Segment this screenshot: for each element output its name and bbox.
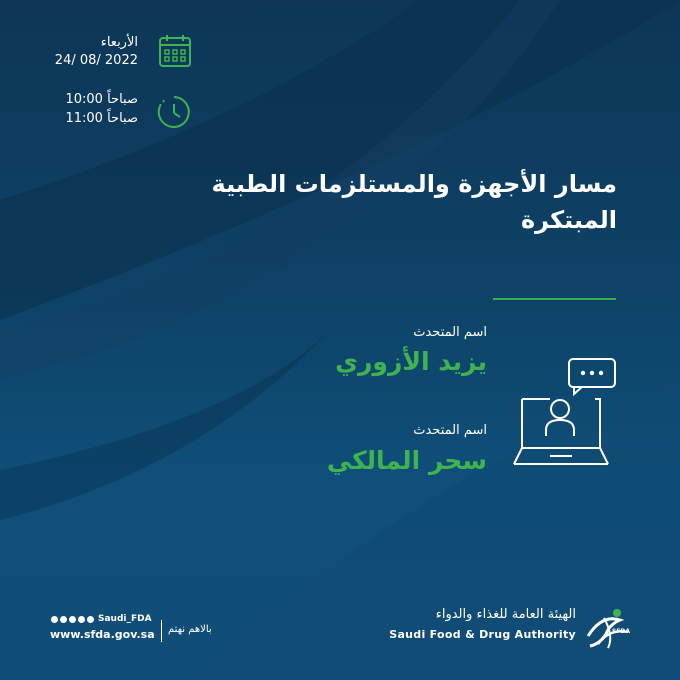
clock-icon [156,94,192,130]
presenter-laptop-icon [512,356,616,468]
social-handle[interactable]: Saudi_FDA [98,614,152,624]
instagram-icon[interactable] [60,616,67,623]
time-end: 11:00 صباحاً [65,111,138,126]
speaker-2-label: اسم المتحدث [413,423,487,438]
time-start: 10:00 صباحاً [65,92,138,107]
sfda-logo-text: SFDA [612,628,631,635]
session-title-line2: المبتكرة [521,206,617,234]
footer-separator [161,620,162,642]
event-day: الأربعاء [100,35,138,50]
youtube-icon[interactable] [78,616,85,623]
speaker-2-name: سحر المالكي [326,446,487,475]
speaker-1-name: يزيد الأزوري [335,347,487,376]
org-name-en: Saudi Food & Drug Authority [389,628,576,641]
speaker-1-label: اسم المتحدث [413,325,487,340]
session-title-line1: مسار الأجهزة والمستلزمات الطبية [211,170,617,198]
event-date: 24/ 08/ 2022 [54,53,138,68]
linkedin-icon[interactable] [87,616,94,623]
title-divider [493,298,616,300]
calendar-icon [158,34,192,68]
snapchat-icon[interactable] [69,616,76,623]
twitter-icon[interactable] [51,616,58,623]
website-link[interactable]: www.sfda.gov.sa [50,628,155,641]
org-name-ar: الهيئة العامة للغذاء والدواء [435,607,576,622]
slogan: بالاهم نهتم [168,624,212,635]
